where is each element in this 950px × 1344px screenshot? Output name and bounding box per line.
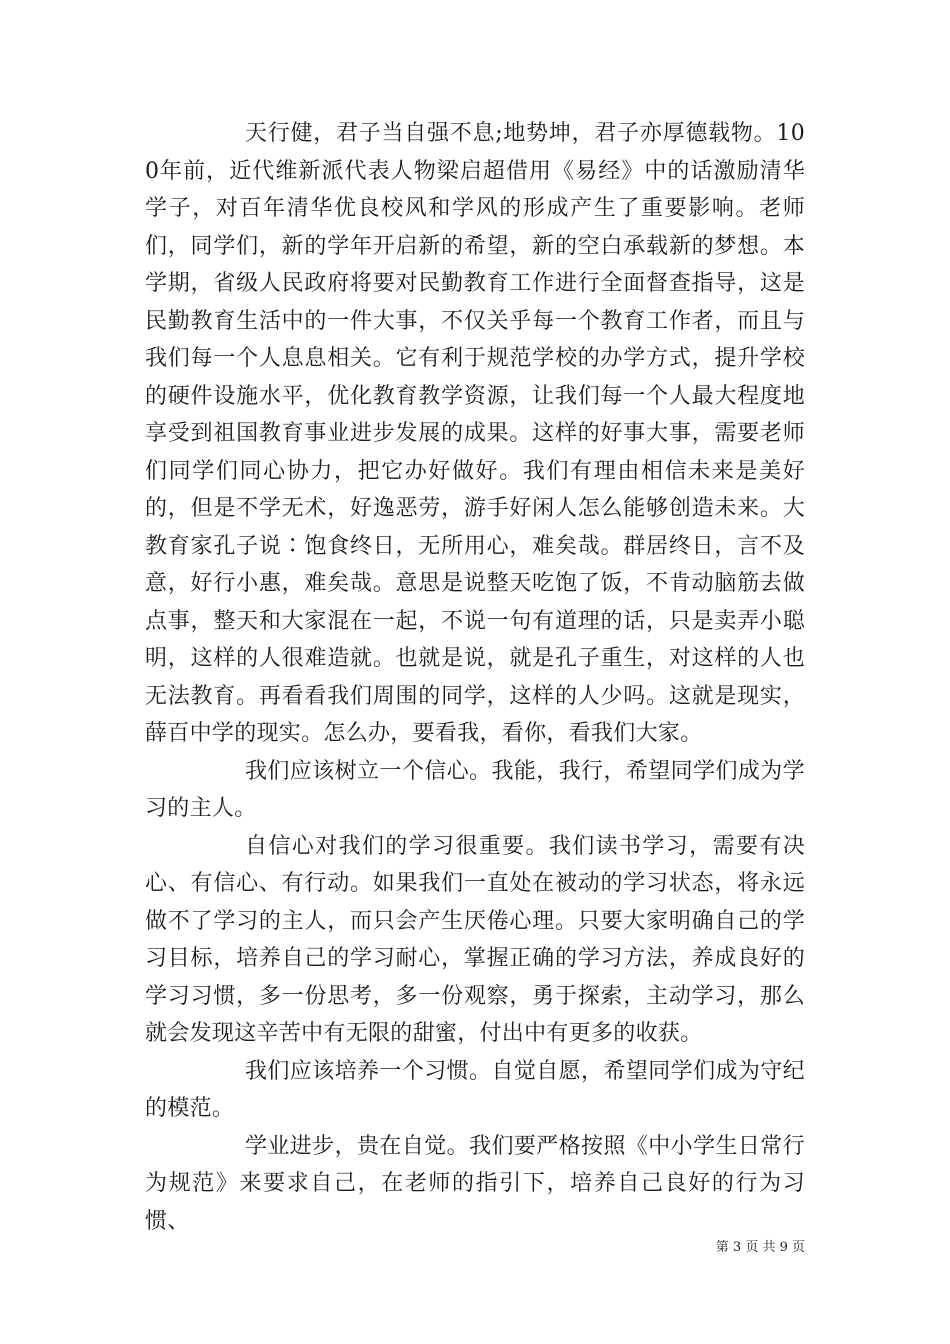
paragraph-3: 自信心对我们的学习很重要。我们读书学习，需要有决心、有信心、有行动。如果我们一直处在被动的学习状态，将永远做不了学习的主人，而只会产生厌倦心理。只要大家明确自己的学习目标，培养自己的学习耐心，掌握正确的学习方法，养成良好的学习习惯，多一份思考，多一份观察，勇于探索，主动学习，那么就会发现这辛苦中有无限的甜蜜，付出中有更多的收获。 bbox=[145, 833, 805, 1046]
document-body bbox=[145, 115, 805, 1240]
paragraph-4: 我们应该培养一个习惯。自觉自愿，希望同学们成为守纪的模范。 bbox=[145, 1058, 805, 1121]
paragraph-2: 我们应该树立一个信心。我能，我行，希望同学们成为学习的主人。 bbox=[145, 758, 805, 821]
paragraph-1: 天行健，君子当自强不息;地势坤，君子亦厚德载物。100年前，近代维新派代表人物梁启超借用《易经》中的话激励清华学子，对百年清华优良校风和学风的形成产生了重要影响。老师们，同学们，新的学年开启新的希望，新的空白承载新的梦想。本学期，省级人民政府将要对民勤教育工作进行全面督查指导，这是民勤教育生活中的一件大事，不仅关乎每一个教育工作者，而且与我们每一个人息息相关。它有利于规范学校的办学方式，提升学校的硬件设施水平，优化教育教学资源，让我们每一个人最大程度地享受到祖国教育事业进步发展的成果。这样的好事大事，需要老师们同学们同心协力，把它办好做好。我们有理由相信未来是美好的，但是不学无术，好逸恶劳，游手好闲人怎么能够创造未来。大教育家孔子说∶饱食终日，无所用心，难矣哉。群居终日，言不及意，好行小惠，难矣哉。意思是说整天吃饱了饭，不肯动脑筋去做点事，整天和大家混在一起，不说一句有道理的话，只是卖弄小聪明，这样的人很难造就。也就是说，就是孔子重生，对这样的人也无法教育。再看看我们周围的同学，这样的人少吗。这就是现实，薛百中学的现实。怎么办，要看我，看你，看我们大家。 bbox=[145, 121, 805, 746]
paragraph-5: 学业进步，贵在自觉。我们要严格按照《中小学生日常行为规范》来要求自己，在老师的指引下，培养自己良好的行为习惯、 bbox=[145, 1133, 805, 1234]
page-number-footer: 第 3 页 共 9 页 bbox=[715, 1240, 805, 1255]
